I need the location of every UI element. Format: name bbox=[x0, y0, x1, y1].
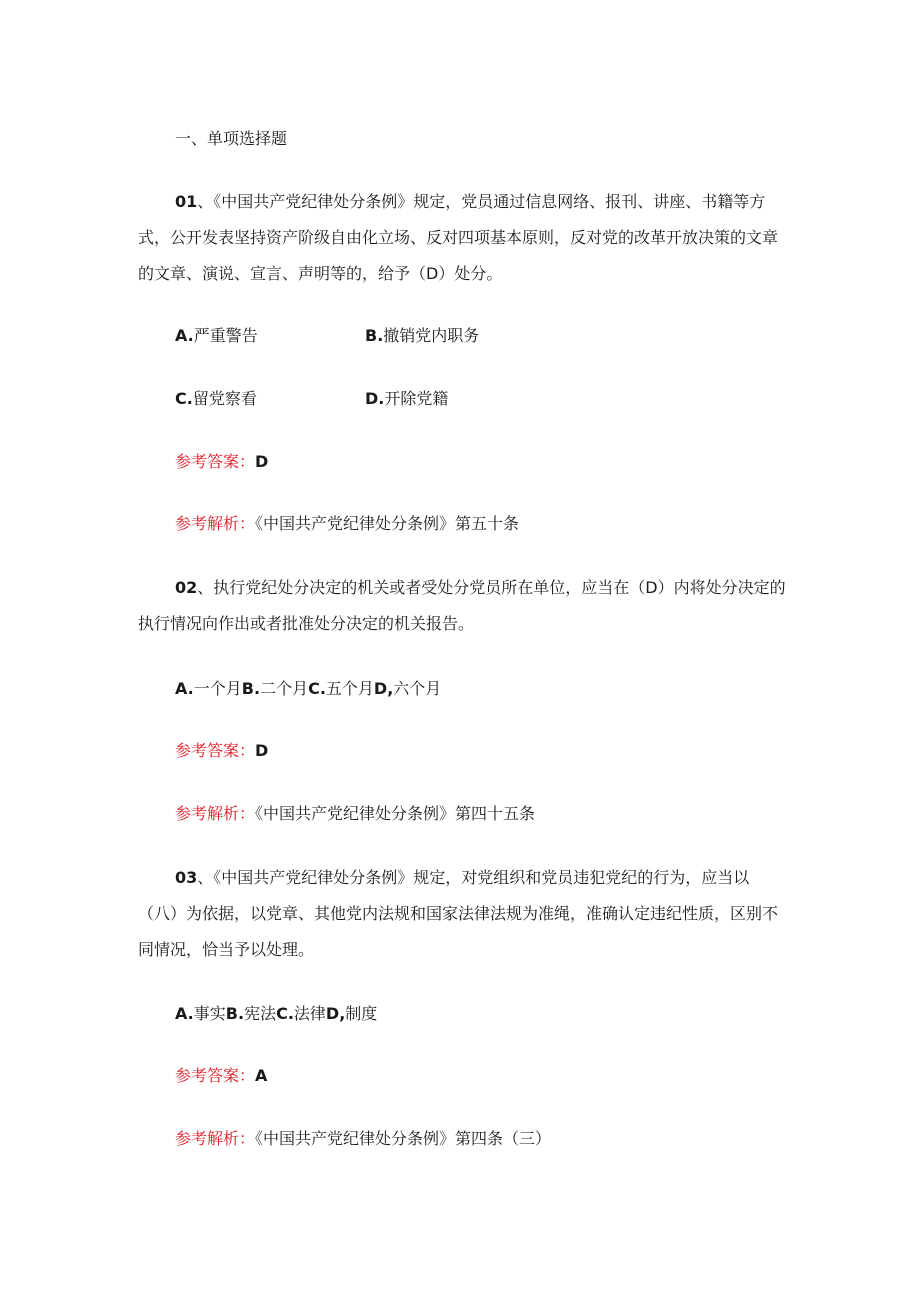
analysis-label: 参考解析： bbox=[175, 514, 256, 533]
option-c: C.留党察看 bbox=[175, 389, 257, 408]
options-row-2 bbox=[175, 389, 448, 409]
question-number: 03 bbox=[175, 868, 198, 887]
answer-01 bbox=[175, 452, 268, 472]
analysis-01 bbox=[175, 514, 519, 534]
analysis-label: 参考解析： bbox=[175, 1129, 256, 1148]
question-number: 02 bbox=[175, 578, 198, 597]
question-text: 、《中国共产党纪律处分条例》规定，党员通过信息网络、报刊、讲座、书籍等方式，公开发表坚持资产阶级自由化立场、反对四项基本原则，反对党的改革开放决策的文章的文章、演说、宣言、声明等的，给予（D）处分。 bbox=[138, 192, 779, 283]
options-inline-03: A.事实B.宪法C.法律D,制度 bbox=[175, 1004, 378, 1023]
question-number: 01 bbox=[175, 192, 198, 211]
answer-label: 参考答案： bbox=[175, 741, 256, 760]
answer-label: 参考答案： bbox=[175, 1066, 256, 1085]
question-text: 、执行党纪处分决定的机关或者受处分党员所在单位，应当在（D）内将处分决定的执行情况向作出或者批准处分决定的机关报告。 bbox=[138, 578, 786, 633]
answer-label: 参考答案： bbox=[175, 452, 256, 471]
option-d: D.开除党籍 bbox=[365, 389, 449, 408]
options-inline-02: A.一个月B.二个月C.五个月D,六个月 bbox=[175, 679, 442, 698]
option-b: B.撤销党内职务 bbox=[365, 326, 480, 345]
analysis-label: 参考解析： bbox=[175, 804, 256, 823]
analysis-02 bbox=[175, 804, 535, 824]
analysis-03 bbox=[175, 1129, 551, 1149]
answer-02 bbox=[175, 741, 268, 761]
options-row-1 bbox=[175, 326, 479, 346]
section-title: 一、单项选择题 bbox=[175, 129, 288, 148]
answer-03 bbox=[175, 1066, 267, 1086]
answer-value: A bbox=[255, 1066, 268, 1085]
question-02 bbox=[138, 570, 788, 642]
answer-value: D bbox=[255, 741, 269, 760]
analysis-text: 《中国共产党纪律处分条例》第四条（三） bbox=[255, 1129, 552, 1148]
question-01 bbox=[138, 184, 788, 292]
answer-value: D bbox=[255, 452, 269, 471]
analysis-text: 《中国共产党纪律处分条例》第四十五条 bbox=[255, 804, 536, 823]
question-text: 、《中国共产党纪律处分条例》规定，对党组织和党员违犯党纪的行为，应当以（八）为依据，以党章、其他党内法规和国家法律法规为准绳，准确认定违纪性质，区别不同情况，恰当予以处理。 bbox=[138, 868, 779, 959]
question-03 bbox=[138, 860, 788, 968]
analysis-text: 《中国共产党纪律处分条例》第五十条 bbox=[255, 514, 520, 533]
option-a: A.严重警告 bbox=[175, 326, 258, 345]
